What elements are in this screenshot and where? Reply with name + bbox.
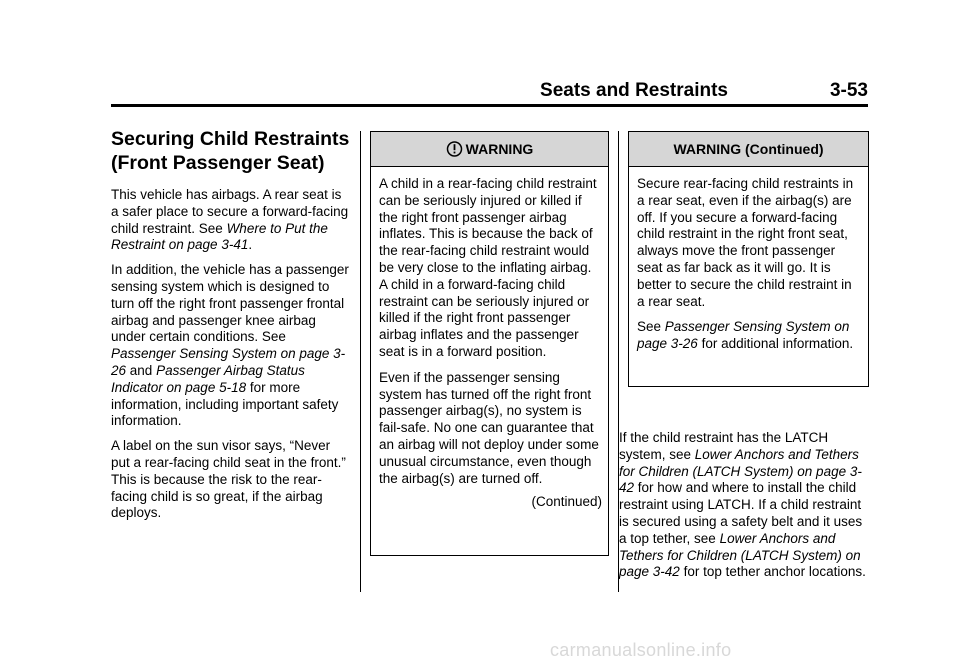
intro-paragraph	[111, 187, 351, 254]
cross-reference[interactable]: Lower Anchors and Tethers for Children (LATCH System) on page 3-42	[619, 446, 862, 496]
latch-text-c: for top tether anchor locations.	[679, 564, 866, 580]
warning-continued-body	[629, 167, 868, 353]
page-header	[111, 80, 868, 104]
page-number: 3-53	[829, 80, 868, 101]
sensing-text-a: In addition, the vehicle has a passenger sensing system which is designed to turn off the right front passenger frontal airbag and passenger knee airbag under certain conditions. See	[111, 262, 349, 345]
header-rule	[111, 104, 868, 107]
latch-text-a: If the child restraint has the LATCH system, see	[619, 430, 829, 462]
warning-paragraph-2: Even if the passenger sensing system has turned off the right front passenger airbag(s), no system is fail-safe. No one can guarantee that an airbag will not deploy under some unusual circumstance, even though the airbag(s) are turned off.	[379, 369, 599, 486]
page-title: Securing Child Restraints (Front Passenger Seat)	[111, 128, 350, 174]
sensing-paragraph	[111, 262, 351, 430]
latch-paragraph	[619, 430, 869, 581]
warning-continued-box	[628, 131, 869, 387]
cross-reference[interactable]: Passenger Sensing System on page 3-26	[637, 319, 850, 352]
warning-continued-paragraph-1: Secure rear-facing child restraints in a rear seat, even if the airbag(s) are off. If you secure a forward-facing child restraint in the right front seat, always move the front passenger seat as far back as it will go. It is better to secure the child restraint in a rear seat.	[637, 176, 854, 309]
cross-reference[interactable]: Passenger Sensing System on page 3-26	[111, 346, 346, 378]
warning-title: WARNING	[465, 141, 534, 157]
latch-text-b: for how and where to install the child restraint using LATCH. If a child restraint is secured using a safety belt and it uses a top tether, see	[619, 480, 863, 546]
warning-paragraph-1: A child in a rear-facing child restraint can be seriously injured or killed if the right front passenger airbag inflates. This is because the back of the rear-facing child restraint would be very close to the inflating airbag. A child in a forward-facing child restraint can be seriously injured or killed if the right front passenger airbag inflates and the passenger seat is in a forward position.	[379, 176, 597, 359]
see-text: See	[637, 319, 665, 335]
column-divider-left	[360, 131, 361, 592]
intro-end: .	[248, 237, 253, 253]
cross-reference[interactable]: Passenger Airbag Status Indicator on page 5-18	[111, 362, 305, 395]
sensing-text-b: and	[126, 362, 157, 378]
warning-continued-header: WARNING (Continued)	[629, 132, 868, 167]
continued-label: (Continued)	[531, 494, 602, 510]
right-column-text	[619, 430, 869, 589]
warning-box	[370, 131, 609, 556]
section-title: Seats and Restraints	[540, 80, 728, 101]
sensing-text-c: for more information, including important safety information.	[111, 379, 339, 429]
warning-body	[371, 167, 608, 510]
warning-continued-paragraph-2	[637, 319, 862, 353]
intro-text: This vehicle has airbags. A rear seat is a safer place to secure a forward-facing child restraint. See	[111, 187, 349, 236]
additional-info-text: for additional information.	[697, 336, 854, 352]
watermark: carmanualsonline.info	[550, 640, 732, 660]
sun-visor-paragraph: A label on the sun visor says, “Never put a rear-facing child seat in the front.” This is because the risk to the rear-facing child is so great, if the airbag deploys.	[111, 438, 346, 521]
warning-header	[371, 132, 608, 167]
cross-reference[interactable]: Where to Put the Restraint on page 3-41	[111, 220, 328, 253]
cross-reference[interactable]: Lower Anchors and Tethers for Children (LATCH System) on page 3-42	[619, 530, 861, 580]
warning-icon	[446, 135, 463, 169]
left-column	[111, 127, 351, 530]
